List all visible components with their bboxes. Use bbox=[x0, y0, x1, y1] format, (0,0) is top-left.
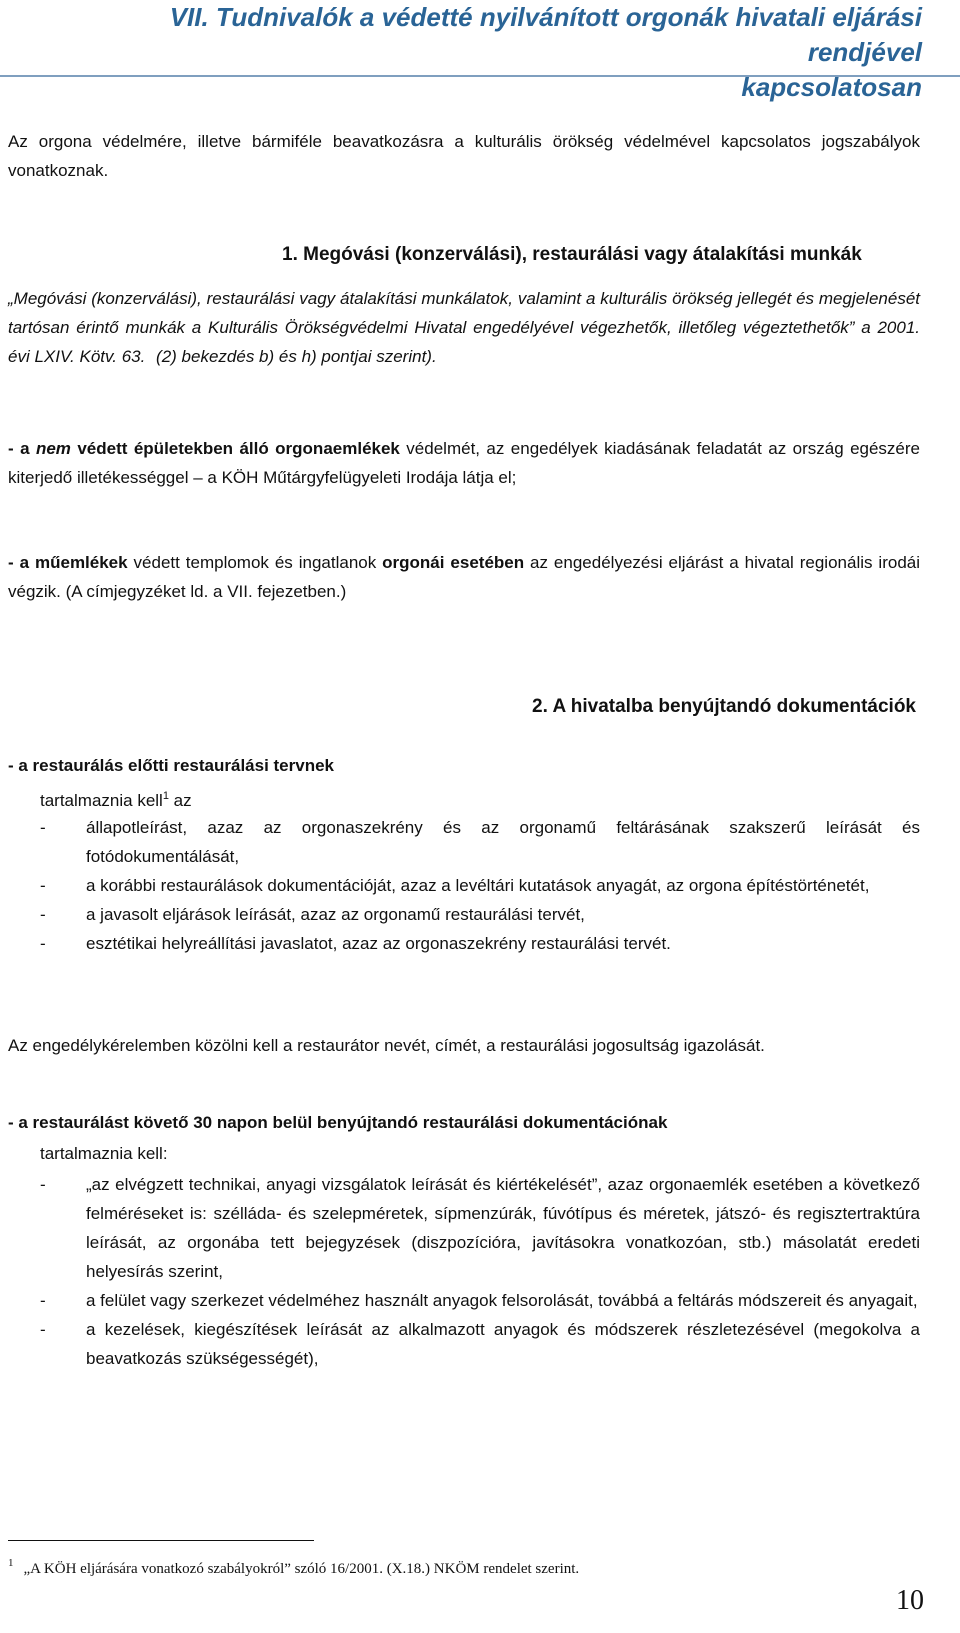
section-1-heading: 1. Megóvási (konzerválási), restaurálási vagy átalakítási munkák bbox=[282, 244, 862, 265]
footnote-reference[interactable]: 1 bbox=[162, 790, 169, 802]
monuments-bold-2: orgonái esetében bbox=[382, 553, 525, 572]
documentation-intro: tartalmaznia kell: bbox=[40, 1144, 168, 1163]
request-note-paragraph: Az engedélykérelemben közölni kell a restaurátor nevét, címét, a restaurálási jogosultság igazolását. bbox=[8, 1036, 765, 1055]
documentation-heading: - a restaurálást követő 30 napon belül benyújtandó restaurálási dokumentációnak bbox=[8, 1113, 668, 1132]
law-quote-text: „Megóvási (konzerválási), restaurálási vagy átalakítási munkálatok, valamint a kulturális örökség jellegét és megjelenését tartósan érintő munkák a Kulturális Örökségvédelmi Hivatal engedélyével végezhetők, illetőleg végeztethetők” a 2001. évi LXIV. Kötv. 63. bbox=[8, 289, 920, 366]
list-item-text: „az elvégzett technikai, anyagi vizsgálatok leírását és kiértékelését”, azaz orgonaemlék esetében a következő felméréseket is: szélláda- és szelepméretek, sípmenzúrák, fúvótípus és méretek, játszó- és regisztertraktúra leírását, az orgonába tett bejegyzések (diszpozícióra, javításokra vonatkozóan, stb.) másolatát eredeti helyesírás szerint, bbox=[86, 1175, 920, 1281]
non-protected-prefix: - a bbox=[8, 439, 36, 458]
monuments-text-rest: az engedélyezési eljárást a hivatal regionális irodái végzik. (A címjegyzéket ld. a VII. fejezetben.) bbox=[8, 553, 921, 601]
monuments-prefix: - a bbox=[8, 553, 35, 572]
non-protected-bold: védett épületekben álló orgonaemlékek bbox=[70, 439, 400, 458]
monuments-bold: műemlékek bbox=[34, 553, 128, 572]
dash-bullet: - bbox=[40, 1175, 46, 1194]
restoration-plan-intro-tail: az bbox=[168, 791, 192, 810]
non-protected-text: védelmét, az engedélyek kiadásának feladatát az ország egészére kiterjedő illetékességgel – a KÖH Műtárgyfelügyeleti Irodája látja el; bbox=[8, 439, 921, 487]
footnote-text: „A KÖH eljárására vonatkozó szabályokról” szóló 16/2001. (X.18.) NKÖM rendelet szerint. bbox=[23, 1561, 580, 1577]
restoration-plan-heading: - a restaurálás előtti restaurálási tervnek bbox=[8, 756, 334, 775]
footnote bbox=[8, 1551, 579, 1581]
list-item bbox=[40, 813, 920, 871]
monuments-paragraph bbox=[8, 548, 920, 606]
list-item bbox=[40, 929, 920, 958]
law-quote-paragraph bbox=[8, 284, 920, 371]
list-item-text: a korábbi restaurálások dokumentációját, azaz a levéltári kutatások anyagát, az orgona építéstörténetét, bbox=[86, 876, 870, 895]
dash-bullet: - bbox=[40, 905, 46, 924]
list-item-text: a kezelések, kiegészítések leírását az alkalmazott anyagok és módszerek részletezésével (megokolva a beavatkozás szükségességét), bbox=[86, 1320, 920, 1368]
dash-bullet: - bbox=[40, 1320, 46, 1339]
list-item-text: esztétikai helyreállítási javaslatot, azaz az orgonaszekrény restaurálási tervét. bbox=[86, 934, 671, 953]
dash-bullet: - bbox=[40, 818, 46, 837]
dash-bullet: - bbox=[40, 1291, 46, 1310]
restoration-plan-intro bbox=[40, 782, 192, 815]
list-item bbox=[40, 1286, 920, 1315]
footnote-divider bbox=[8, 1540, 314, 1541]
list-item bbox=[40, 871, 920, 900]
law-quote-reference: (2) bekezdés b) és h) pontjai szerint). bbox=[151, 347, 437, 366]
chapter-title bbox=[80, 0, 922, 105]
restoration-plan-list bbox=[40, 813, 920, 958]
non-protected-emphasis: nem bbox=[35, 439, 71, 458]
list-item bbox=[40, 1315, 920, 1373]
intro-paragraph: Az orgona védelmére, illetve bármiféle beavatkozásra a kulturális örökség védelmével kapcsolatos jogszabályok vonatkoznak. bbox=[8, 132, 920, 180]
list-item bbox=[40, 900, 920, 929]
monuments-text-mid: védett templomok és ingatlanok bbox=[127, 553, 383, 572]
chapter-title-line-1: VII. Tudnivalók a védetté nyilvánított orgonák hivatali eljárási rendjével bbox=[169, 2, 922, 67]
non-protected-buildings-paragraph bbox=[8, 434, 920, 492]
section-2-heading: 2. A hivatalba benyújtandó dokumentációk bbox=[532, 696, 916, 717]
page-number: 10 bbox=[896, 1585, 924, 1616]
chapter-title-line-2: kapcsolatosan bbox=[741, 72, 922, 102]
dash-bullet: - bbox=[40, 934, 46, 953]
dash-bullet: - bbox=[40, 876, 46, 895]
list-item-text: állapotleírást, azaz az orgonaszekrény és az orgonamű feltárásának szakszerű leírását és fotódokumentálását, bbox=[86, 818, 920, 866]
documentation-list bbox=[40, 1170, 920, 1373]
list-item-text: a javasolt eljárások leírását, azaz az orgonamű restaurálási tervét, bbox=[86, 905, 585, 924]
restoration-plan-intro-text: tartalmaznia kell bbox=[40, 791, 163, 810]
chapter-divider bbox=[0, 75, 960, 77]
list-item bbox=[40, 1170, 920, 1286]
footnote-number: 1 bbox=[8, 1557, 14, 1569]
list-item-text: a felület vagy szerkezet védelméhez használt anyagok felsorolását, továbbá a feltárás módszereit és anyagait, bbox=[86, 1291, 918, 1310]
